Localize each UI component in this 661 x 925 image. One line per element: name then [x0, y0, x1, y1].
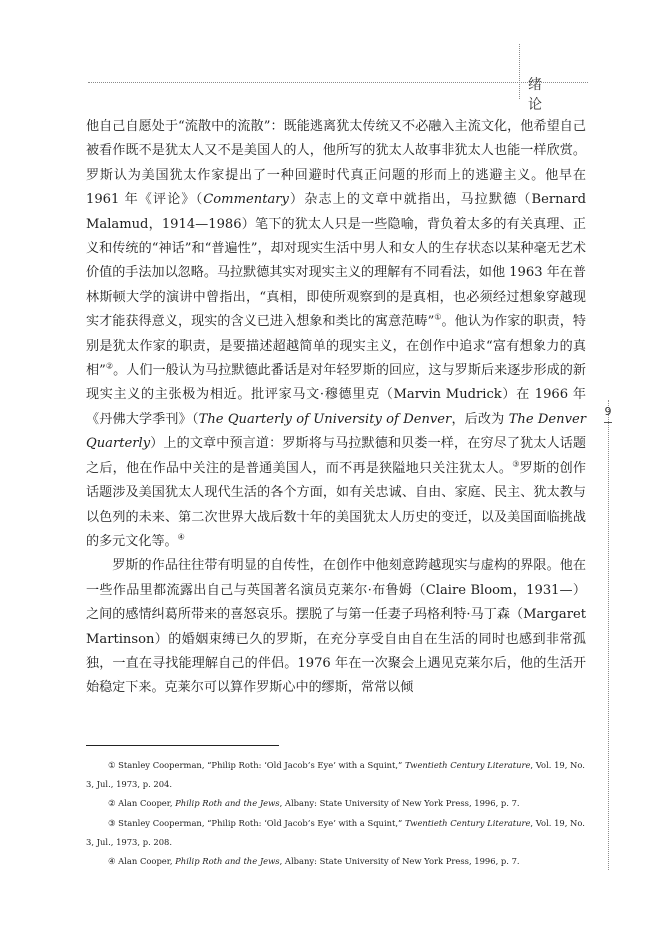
paragraph-1 [86, 115, 586, 554]
text-run: 罗斯的创作话题涉及美国犹太人现代生活的各个方面，如有关忠诚、自由、家庭、民主、犹太教与以色列的未来、第二次世界大战后数十年的美国犹太人历史的变迁，以及美国面临挑战的多元文化等。 [86, 460, 587, 549]
text-run: 他自己自愿处于“流散中的流散”：既能逃离犹太传统又不必融入主流文化，他希望自己被看作既不是犹太人又不是美国人的人，他所写的犹太人故事非犹太人也能一样欣赏。罗斯认为美国犹太作家提出了一种回避时代真正问题的形而上的逃避主义。他早在 1961 年《评论》（ [86, 119, 586, 208]
page-number: 9 [604, 405, 612, 418]
footnotes [86, 756, 586, 871]
text-run: The Quarterly of University of Denver [198, 411, 452, 427]
page-number-tick [604, 422, 612, 423]
footnote-2 [86, 794, 586, 813]
text-run: , Vol. 19, No. 3, Jul., 1973, p. 204. [86, 760, 585, 790]
footnote-rule [86, 745, 279, 746]
paragraph-2 [86, 554, 586, 700]
footnote-ref: ③ [512, 459, 520, 469]
header-divider [519, 44, 520, 99]
footnote-ref: ④ [177, 532, 185, 542]
text-run: 罗斯的作品往往带有明显的自传性，在创作中他刻意跨越现实与虚构的界限。他在一些作品里都流露出自己与英国著名演员克莱尔·布鲁姆（Claire Bloom，1931—）之间的感情纠葛所带来的喜怒哀乐。摆脱了与第一任妻子玛格利特·马丁森（Margaret Martinson）的婚姻束缚已久的罗斯，在充分享受自由自在生活的同时也感到非常孤独，一直在寻找能理解自己的伴侣。1976 年在一次聚会上遇见克莱尔后，他的生活开始稳定下来。克莱尔可以算作罗斯心中的缪斯，常常以倾 [86, 558, 586, 696]
running-header-title: 绪 论 [528, 77, 556, 113]
text-run: ）上的文章中预言道：罗斯将与马拉默德和贝娄一样，在穷尽了犹太人话题之后，他在作品中关注的是普通美国人，而不再是狭隘地只关注犹太人。 [86, 436, 586, 476]
footnote-1 [86, 756, 586, 794]
text-run: , Vol. 19, No. 3, Jul., 1973, p. 208. [86, 817, 585, 847]
text-run: Philip Roth and the Jews [175, 856, 280, 867]
text-run: Twentieth Century Literature [405, 760, 531, 770]
text-run: ，后改为 [451, 411, 509, 427]
body-text [86, 115, 586, 701]
text-run: Commentary [203, 192, 289, 208]
text-run: , Albany: State University of New York Press, 1996, p. 7. [279, 856, 520, 867]
text-run: Twentieth Century Literature [405, 817, 531, 828]
footnote-ref: ① [434, 312, 442, 322]
text-run: The Denver Quarterly [86, 411, 587, 452]
header-rule [88, 82, 588, 83]
page-margin-rule [608, 400, 609, 870]
text-run: , Albany: State University of New York Press, 1996, p. 7. [279, 798, 520, 809]
text-run: ④ Alan Cooper, [108, 856, 176, 867]
text-run: ② Alan Cooper, [108, 798, 176, 809]
text-run: ③ Stanley Cooperman, “Philip Roth: ‘Old Jacob’s Eye’ with a Squint,” [108, 817, 405, 828]
text-run: 。他认为作家的职责，特别是犹太作家的职责，是要描述超越简单的现实主义，在创作中追求“富有想象力的真相” [86, 314, 586, 379]
footnote-4 [86, 852, 586, 871]
text-run: Philip Roth and the Jews [175, 798, 280, 809]
text-run: ）杂志上的文章中就指出，马拉默德（Bernard Malamud，1914—1986）笔下的犹太人只是一些隐喻，背负着太多的有关真理、正义和传统的“神话”和“普遍性”，却对现实生活中男人和女人的生存状态以某种毫无艺术价值的手法加以忽略。马拉默德其实对现实主义的理解有不同看法，如他 1963 年在普林斯顿大学的演讲中曾指出，“真相，即使所观察到的是真相，也必须经过想象穿越现实才能获得意义，现实的含义已进入想象和类比的寓意范畴” [86, 192, 587, 330]
text-run: 。人们一般认为马拉默德此番话是对年轻罗斯的回应，这与罗斯后来逐步形成的新现实主义的主张极为相近。批评家马文·穆德里克（Marvin Mudrick）在 1966 年《丹佛大学季刊》（ [86, 363, 587, 427]
footnote-3 [86, 814, 586, 852]
footnote-ref: ② [105, 361, 114, 371]
text-run: ① Stanley Cooperman, “Philip Roth: ‘Old Jacob’s Eye’ with a Squint,” [108, 760, 405, 770]
